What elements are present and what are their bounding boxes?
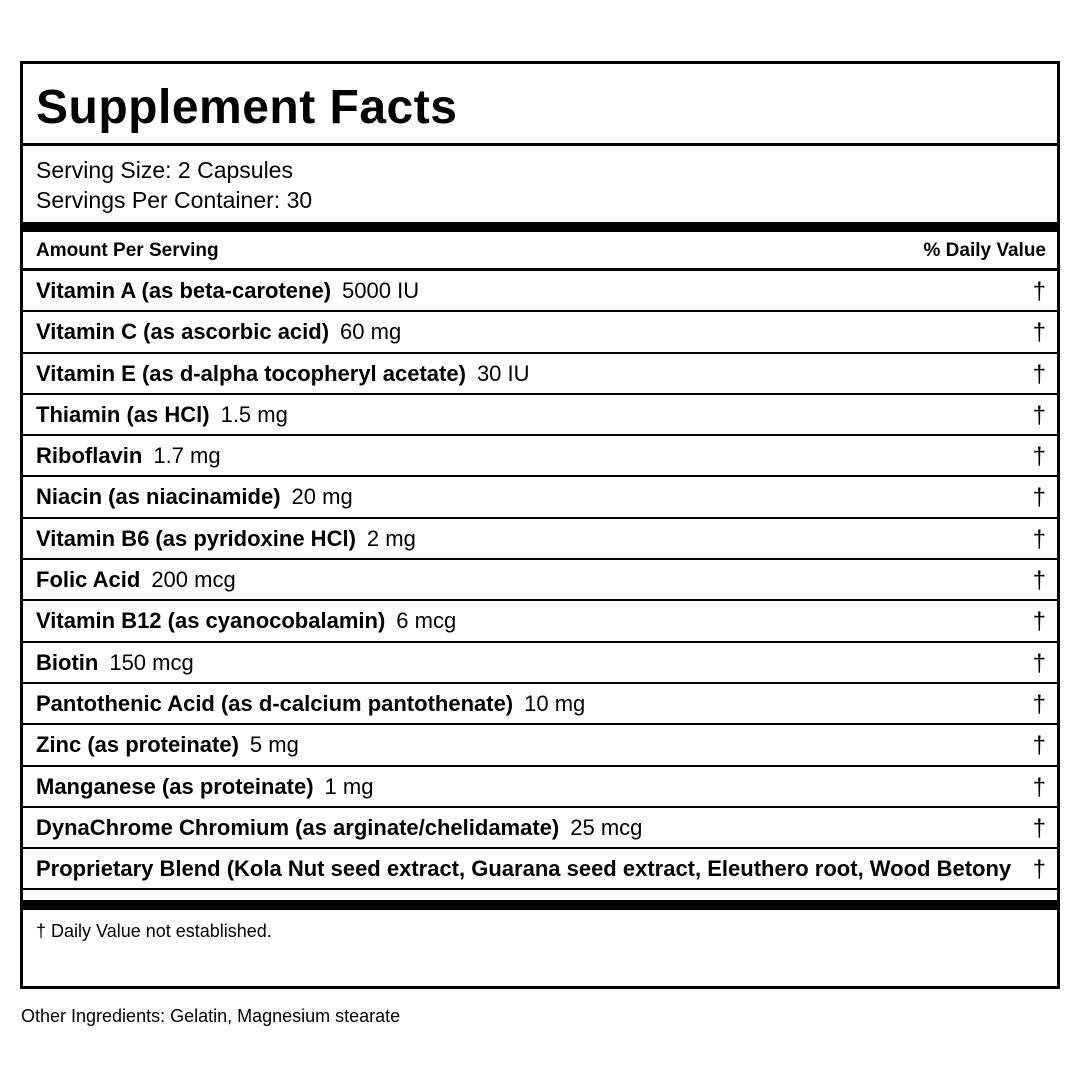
table-row xyxy=(23,395,1057,436)
footnote: † Daily Value not established. xyxy=(36,921,272,941)
nutrient-name: Vitamin B6 (as pyridoxine HCl) xyxy=(36,525,356,551)
daily-value-dagger: † xyxy=(1032,525,1046,553)
daily-value-dagger: † xyxy=(1032,608,1046,636)
ingredient xyxy=(36,608,456,634)
table-row xyxy=(23,849,1057,890)
table-row xyxy=(23,477,1057,518)
table-row xyxy=(23,560,1057,601)
nutrient-name: Vitamin A (as beta-carotene) xyxy=(36,278,332,303)
ingredient xyxy=(36,815,642,841)
nutrient-name: Thiamin (as HCl) xyxy=(36,401,210,427)
nutrient-amount: 1 mg xyxy=(324,773,374,799)
ingredient xyxy=(36,402,288,428)
daily-value-dagger: † xyxy=(1032,443,1046,471)
daily-value-dagger: † xyxy=(1032,814,1046,842)
table-row xyxy=(23,767,1057,808)
nutrient-amount: 30 IU xyxy=(476,360,530,386)
ingredient xyxy=(36,691,585,717)
nutrient-amount: 25 mcg xyxy=(570,814,643,840)
daily-value-dagger: † xyxy=(1032,690,1046,718)
daily-value-label: % Daily Value xyxy=(923,240,1046,261)
table-row xyxy=(23,643,1057,684)
table-row xyxy=(23,271,1057,312)
nutrient-name: Proprietary Blend (Kola Nut seed extract, Guarana seed extract, Eleuthero root, Wood Betony xyxy=(36,856,1012,882)
nutrient-amount: 200 mcg xyxy=(151,567,236,593)
daily-value-dagger: † xyxy=(1032,360,1046,388)
nutrient-name: Vitamin B12 (as cyanocobalamin) xyxy=(36,608,386,634)
daily-value-dagger: † xyxy=(1032,278,1046,305)
nutrient-amount: 60 mg xyxy=(340,319,402,345)
daily-value-dagger: † xyxy=(1032,856,1046,884)
nutrient-table xyxy=(23,271,1057,890)
ingredient xyxy=(36,361,530,387)
table-row xyxy=(23,312,1057,353)
daily-value-dagger: † xyxy=(1032,732,1046,760)
ingredient xyxy=(36,567,236,593)
ingredient xyxy=(36,443,221,469)
thick-divider-bottom xyxy=(23,900,1057,910)
ingredient xyxy=(36,484,353,510)
ingredient xyxy=(36,732,299,758)
nutrient-name: Vitamin E (as d-alpha tocopheryl acetate) xyxy=(36,360,466,386)
ingredient xyxy=(36,278,419,304)
serving-size: Serving Size: 2 Capsules xyxy=(36,157,293,183)
ingredient xyxy=(36,319,401,345)
nutrient-amount: 1.5 mg xyxy=(220,401,288,427)
table-row xyxy=(23,354,1057,395)
table-row xyxy=(23,684,1057,725)
supplement-facts-panel xyxy=(20,61,1060,989)
nutrient-name: Niacin (as niacinamide) xyxy=(36,484,281,510)
table-row xyxy=(23,601,1057,642)
nutrient-name: Biotin xyxy=(36,649,99,675)
nutrient-amount: 10 mg xyxy=(524,690,586,716)
ingredient xyxy=(36,650,194,676)
daily-value-dagger: † xyxy=(1032,773,1046,801)
column-header xyxy=(23,232,1057,271)
nutrient-name: Manganese (as proteinate) xyxy=(36,773,314,799)
table-row xyxy=(23,808,1057,849)
daily-value-dagger: † xyxy=(1032,401,1046,429)
amount-per-serving-label: Amount Per Serving xyxy=(36,240,219,261)
nutrient-amount: 5000 IU xyxy=(342,278,420,303)
nutrient-name: Zinc (as proteinate) xyxy=(36,732,239,758)
ingredient xyxy=(36,856,1011,882)
servings-per-container: Servings Per Container: 30 xyxy=(36,187,313,213)
ingredient xyxy=(36,774,373,800)
other-ingredients: Other Ingredients: Gelatin, Magnesium stearate xyxy=(21,1006,401,1026)
table-row xyxy=(23,725,1057,766)
nutrient-name: Folic Acid xyxy=(36,567,141,593)
daily-value-dagger: † xyxy=(1032,567,1046,595)
nutrient-name: Vitamin C (as ascorbic acid) xyxy=(36,319,330,345)
nutrient-name: DynaChrome Chromium (as arginate/chelidamate) xyxy=(36,814,560,840)
table-row xyxy=(23,519,1057,560)
daily-value-dagger: † xyxy=(1032,484,1046,512)
title-divider xyxy=(23,143,1057,146)
daily-value-dagger: † xyxy=(1032,649,1046,677)
nutrient-amount: 6 mcg xyxy=(396,608,457,634)
table-row xyxy=(23,436,1057,477)
thick-divider-top xyxy=(23,222,1057,232)
nutrient-name: Pantothenic Acid (as d-calcium pantothenate) xyxy=(36,690,514,716)
nutrient-amount: 5 mg xyxy=(249,732,299,758)
nutrient-amount: 1.7 mg xyxy=(153,443,221,469)
daily-value-dagger: † xyxy=(1032,319,1046,347)
nutrient-amount: 20 mg xyxy=(291,484,353,510)
panel-title: Supplement Facts xyxy=(36,81,458,134)
ingredient xyxy=(36,526,416,552)
nutrient-amount: 150 mcg xyxy=(109,649,194,675)
nutrient-amount: 2 mg xyxy=(366,525,416,551)
nutrient-name: Riboflavin xyxy=(36,443,143,469)
